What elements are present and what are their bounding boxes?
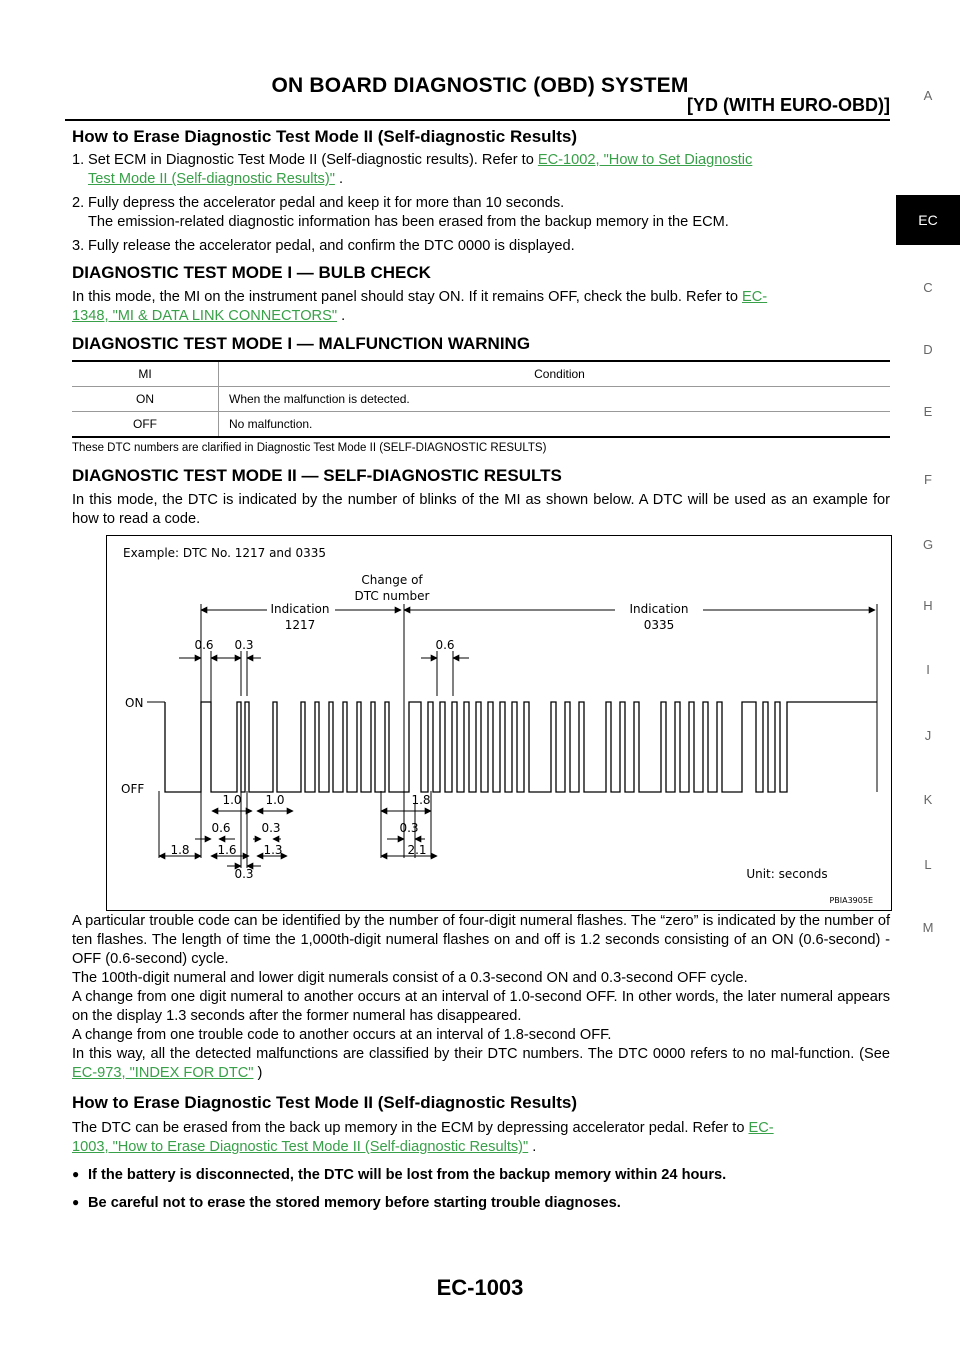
side-tab-ec[interactable]: EC bbox=[896, 195, 960, 245]
link-ec1002-cont[interactable]: Test Mode II (Self-diagnostic Results)" bbox=[88, 171, 335, 187]
bottom-label: 1.3 bbox=[263, 843, 283, 857]
section-explanation bbox=[72, 912, 890, 1083]
section-self-diagnostic bbox=[72, 466, 890, 529]
side-tab-k[interactable]: K bbox=[923, 792, 933, 807]
side-tab-i[interactable]: I bbox=[926, 662, 930, 677]
section-heading: DIAGNOSTIC TEST MODE II — SELF-DIAGNOSTIC RESULTS bbox=[72, 466, 562, 485]
bulb-text-body: In this mode, the MI on the instrument panel should stay ON. If it remains OFF, check the bulb. Refer to bbox=[72, 289, 743, 305]
side-tab-h[interactable]: H bbox=[923, 598, 933, 613]
explain-p2: The 100th-digit numeral and lower digit numerals consist of a 0.3-second ON and 0.3-second OFF cycle. bbox=[72, 970, 748, 986]
bottom-label: 0.6 bbox=[211, 821, 231, 835]
figure-code: PBIA3905E bbox=[829, 896, 873, 905]
explain-p3: A change from one digit numeral to another occurs at an interval of 1.0-second OFF. In other words, the later numeral appears on the display 1.3 seconds after the former numeral has disappeared. bbox=[72, 989, 890, 1024]
section-malfunction-warning bbox=[72, 334, 890, 454]
bulb-tail: . bbox=[337, 308, 346, 324]
bottom-label: 1.8 bbox=[170, 843, 190, 857]
side-tab-m[interactable]: M bbox=[922, 920, 934, 935]
section2-text bbox=[72, 1119, 890, 1157]
step-1-tail: . bbox=[334, 171, 343, 187]
section-heading: How to Erase Diagnostic Test Mode II (Self-diagnostic Results) bbox=[72, 127, 578, 146]
bottom-label: 1.0 bbox=[222, 793, 242, 807]
bottom-label: 1.6 bbox=[217, 843, 237, 857]
section-erase-mode2 bbox=[72, 127, 890, 261]
bullet-icon: ● bbox=[72, 1195, 80, 1209]
list-item bbox=[72, 1193, 890, 1213]
on-label: ON bbox=[125, 696, 144, 710]
step-1-text: Set ECM in Diagnostic Test Mode II (Self-diagnostic results). Refer to bbox=[88, 152, 538, 168]
mi-table bbox=[72, 360, 890, 438]
top-label: 0.6 bbox=[194, 638, 214, 652]
step-number: 1. bbox=[72, 152, 85, 168]
step-2-text: Fully depress the accelerator pedal and keep it for more than 10 seconds. bbox=[88, 195, 565, 211]
link-ec1348[interactable]: EC- bbox=[742, 289, 768, 305]
explain-p5-tail: ) bbox=[253, 1065, 263, 1081]
table-header-condition: Condition bbox=[219, 361, 891, 387]
side-tab-a[interactable]: A bbox=[923, 88, 933, 103]
page-number: EC-1003 bbox=[436, 1275, 524, 1300]
section2-text-body: The DTC can be erased from the back up memory in the ECM by depressing accelerator pedal. Refer to bbox=[72, 1120, 749, 1136]
bulb-text bbox=[72, 288, 890, 326]
link-ec1003[interactable]: EC- bbox=[748, 1120, 774, 1136]
side-tab-g[interactable]: G bbox=[922, 537, 934, 552]
bottom-label: 2.1 bbox=[407, 843, 427, 857]
list-item bbox=[72, 1165, 890, 1185]
link-ec1002[interactable]: EC-1002, "How to Set Diagnostic bbox=[537, 152, 753, 168]
section-erase-mode2-second bbox=[72, 1093, 890, 1221]
side-tab-c[interactable]: C bbox=[923, 280, 933, 295]
step-number: 2. bbox=[72, 195, 85, 211]
link-ec1348-cont[interactable]: 1348, "MI & DATA LINK CONNECTORS" bbox=[72, 308, 338, 324]
change-label-2: DTC number bbox=[354, 589, 430, 603]
side-tab-f[interactable]: F bbox=[924, 472, 932, 487]
mi-waveform bbox=[165, 702, 877, 792]
indication1-code: 1217 bbox=[284, 618, 316, 632]
table-cell: When the malfunction is detected. bbox=[219, 387, 891, 412]
section2-tail: . bbox=[528, 1139, 537, 1155]
section-heading: How to Erase Diagnostic Test Mode II (Self-diagnostic Results) bbox=[72, 1093, 578, 1112]
timing-diagram-svg bbox=[107, 536, 891, 910]
steps-list bbox=[72, 151, 890, 256]
change-label-1: Change of bbox=[361, 573, 423, 587]
indication2-label: Indication bbox=[629, 602, 689, 616]
top-label: 0.6 bbox=[435, 638, 455, 652]
step-1 bbox=[72, 151, 890, 189]
unit-label: Unit: seconds bbox=[746, 867, 828, 881]
bottom-label: 1.8 bbox=[411, 793, 431, 807]
explain-p1: A particular trouble code can be identified by the number of four-digit numeral flashes. The “zero” is indicated by the number of ten flashes. The length of time the 1,000th-digit numeral flashes on and off is 1.2 seconds consisting of an ON (0.6-second) - OFF (0.6-second) cycle. bbox=[72, 913, 890, 967]
step-number: 3. bbox=[72, 238, 85, 254]
explain-p5-text: In this way, all the detected malfunctions are classified by their DTC numbers. The DTC 0000 refers to no mal-function. (See bbox=[72, 1046, 890, 1062]
bottom-label: 1.0 bbox=[265, 793, 285, 807]
bullet-text: Be careful not to erase the stored memory before starting trouble diagnoses. bbox=[88, 1195, 621, 1211]
page-title: ON BOARD DIAGNOSTIC (OBD) SYSTEM bbox=[271, 74, 689, 97]
section-heading: DIAGNOSTIC TEST MODE I — MALFUNCTION WARNING bbox=[72, 334, 531, 353]
table-note: These DTC numbers are clarified in Diagnostic Test Mode II (SELF-DIAGNOSTIC RESULTS) bbox=[72, 442, 547, 454]
side-tab-j[interactable]: J bbox=[924, 728, 932, 743]
indication2-code: 0335 bbox=[643, 618, 675, 632]
section-heading: DIAGNOSTIC TEST MODE I — BULB CHECK bbox=[72, 263, 431, 282]
table-row bbox=[72, 412, 890, 438]
table-header-mi: MI bbox=[72, 361, 219, 387]
link-ec973[interactable]: EC-973, "INDEX FOR DTC" bbox=[72, 1065, 254, 1081]
table-cell: OFF bbox=[72, 412, 219, 438]
table-header-row bbox=[72, 361, 890, 387]
self-diag-intro: In this mode, the DTC is indicated by the number of blinks of the MI as shown below. A DTC will be used as an example for how to read a code. bbox=[72, 492, 890, 527]
table-cell: No malfunction. bbox=[219, 412, 891, 438]
side-tab-l[interactable]: L bbox=[924, 857, 932, 872]
figure-title: Example: DTC No. 1217 and 0335 bbox=[123, 546, 326, 560]
table-row bbox=[72, 387, 890, 412]
bottom-label: 0.3 bbox=[399, 821, 419, 835]
header-rule bbox=[65, 119, 890, 121]
explain-p4: A change from one trouble code to another occurs at an interval of 1.8-second OFF. bbox=[72, 1027, 612, 1043]
step-2 bbox=[72, 194, 890, 232]
link-ec1003-cont[interactable]: 1003, "How to Erase Diagnostic Test Mode II (Self-diagnostic Results)" bbox=[72, 1139, 529, 1155]
top-label: 0.3 bbox=[234, 638, 254, 652]
bottom-label: 0.3 bbox=[234, 867, 254, 881]
bullet-text: If the battery is disconnected, the DTC will be lost from the backup memory within 24 hours. bbox=[88, 1167, 727, 1183]
explain-p5 bbox=[72, 1045, 890, 1083]
section-bulb-check bbox=[72, 263, 890, 326]
bullet-list bbox=[72, 1165, 890, 1213]
side-tab-e[interactable]: E bbox=[923, 404, 933, 419]
page-subtitle: [YD (WITH EURO-OBD)] bbox=[687, 95, 890, 115]
step-3-text: Fully release the accelerator pedal, and confirm the DTC 0000 is displayed. bbox=[88, 238, 575, 254]
table-cell: ON bbox=[72, 387, 219, 412]
indication1-label: Indication bbox=[270, 602, 330, 616]
off-label: OFF bbox=[121, 782, 145, 796]
bottom-label: 0.3 bbox=[261, 821, 281, 835]
dtc-timing-diagram bbox=[106, 535, 892, 911]
step-2-text-2: The emission-related diagnostic information has been erased from the backup memory in the ECM. bbox=[88, 214, 729, 230]
bullet-icon: ● bbox=[72, 1167, 80, 1181]
side-tab-d[interactable]: D bbox=[923, 342, 933, 357]
step-3 bbox=[72, 237, 890, 256]
